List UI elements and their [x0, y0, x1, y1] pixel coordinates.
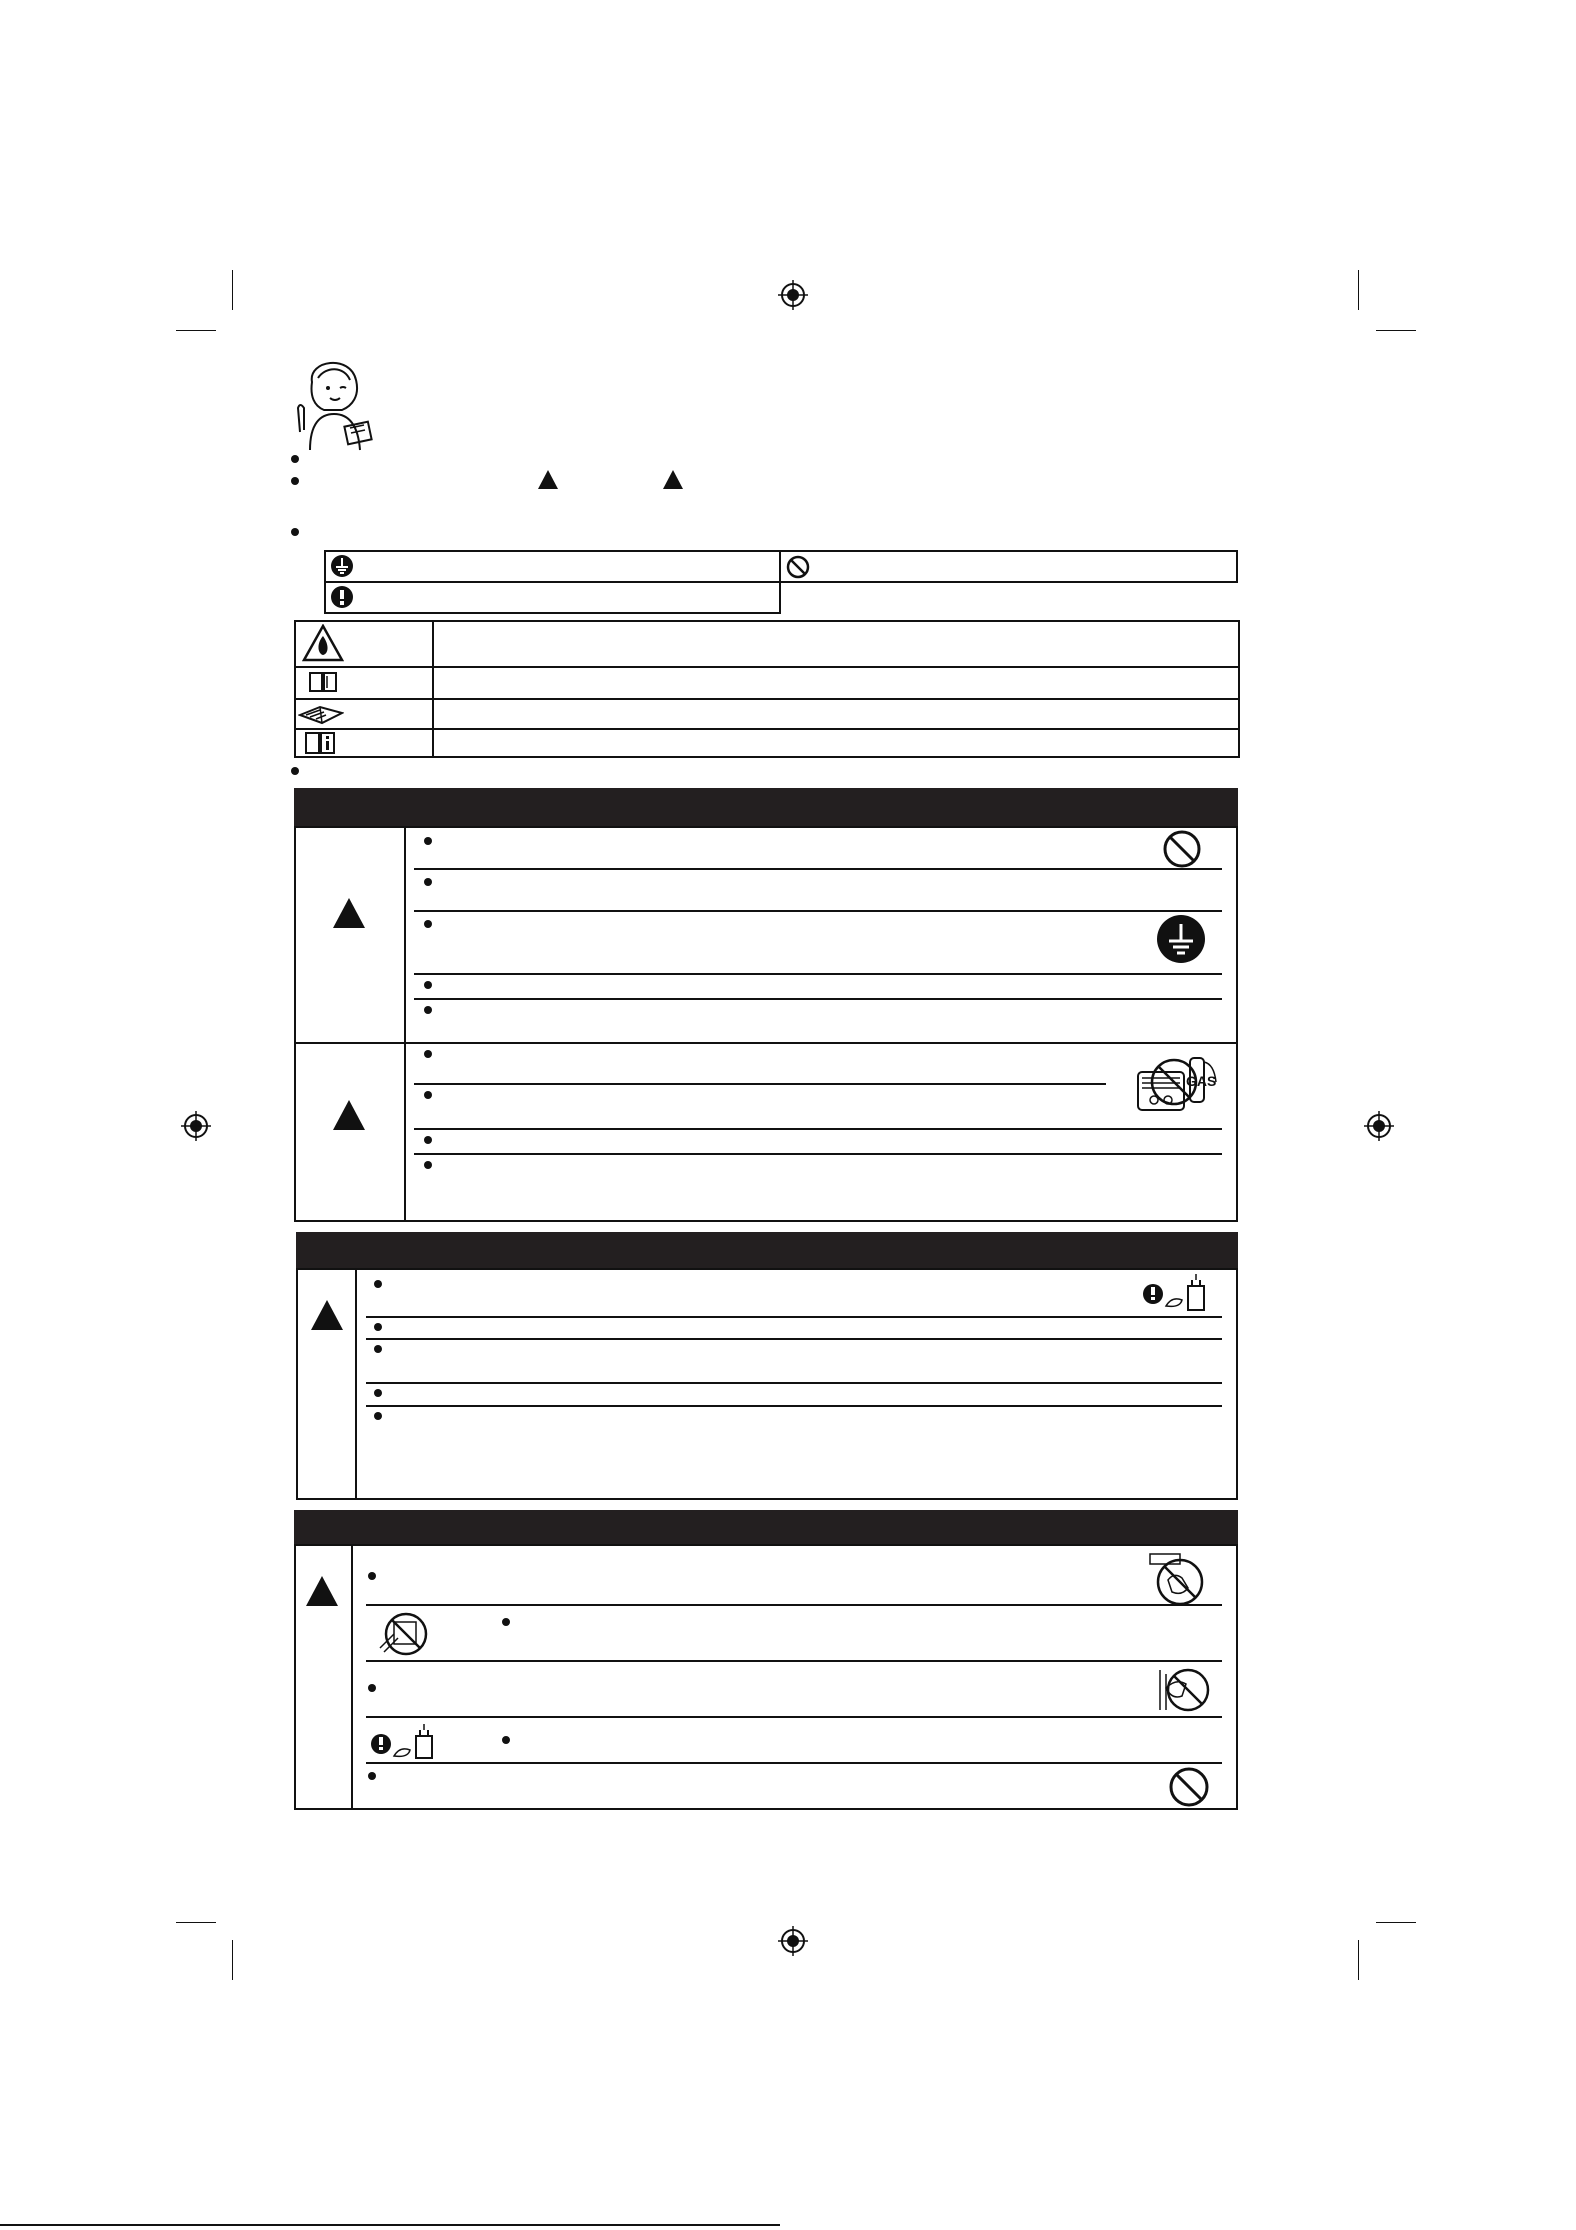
caution-triangle-icon — [663, 470, 683, 489]
legend-cell-prohibited — [779, 550, 1238, 583]
prohibited-icon — [786, 555, 810, 579]
legend-cell-ground — [324, 550, 781, 583]
caution-section-frame — [296, 1268, 1238, 1500]
registration-mark-bottom — [778, 1926, 808, 1956]
no-hand-in-outlet-icon — [1146, 1550, 1210, 1608]
unplug-mandatory-icon — [1142, 1272, 1212, 1314]
info-manual-icon — [304, 731, 338, 755]
prohibited-icon — [1162, 829, 1202, 869]
no-water-icon — [1152, 1664, 1216, 1716]
warning-group-2-triangle-icon — [333, 1100, 365, 1130]
ground-icon — [1156, 914, 1206, 964]
warning-header-bar — [294, 788, 1238, 828]
warning-section-frame — [294, 826, 1238, 1222]
registration-mark-right — [1364, 1111, 1394, 1141]
operator-manual-icon — [298, 701, 344, 725]
operation-triangle-icon — [306, 1576, 338, 1606]
prohibited-icon — [1168, 1766, 1210, 1808]
intro-bullet-1 — [291, 455, 299, 463]
intro-bullet-3 — [291, 528, 299, 536]
registration-mark-top — [778, 280, 808, 310]
mandatory-icon — [330, 585, 354, 609]
operation-section-frame — [294, 1544, 1238, 1810]
caution-header-bar — [296, 1232, 1238, 1270]
intro-bullet-4 — [291, 767, 299, 775]
read-manual-icon — [308, 670, 340, 694]
warning-triangle-icon — [538, 470, 558, 489]
registration-mark-left — [181, 1111, 211, 1141]
gas-appliance-prohibited-icon — [1130, 1050, 1222, 1124]
bottom-rule — [0, 2224, 780, 2226]
operation-header-bar — [294, 1510, 1238, 1546]
caution-triangle-icon — [311, 1300, 343, 1330]
legend-cell-mandatory — [324, 581, 781, 614]
pictogram-table-frame — [294, 620, 1240, 758]
flammable-warning-icon — [302, 624, 344, 662]
unplug-mandatory-icon — [370, 1722, 440, 1762]
warning-group-1-triangle-icon — [333, 898, 365, 928]
woman-reading-manual-illustration — [290, 352, 378, 452]
intro-bullet-2 — [291, 477, 299, 485]
no-sticks-icon — [374, 1608, 438, 1658]
ground-icon — [330, 554, 354, 578]
svg-text:GAS: GAS — [1186, 1073, 1217, 1089]
